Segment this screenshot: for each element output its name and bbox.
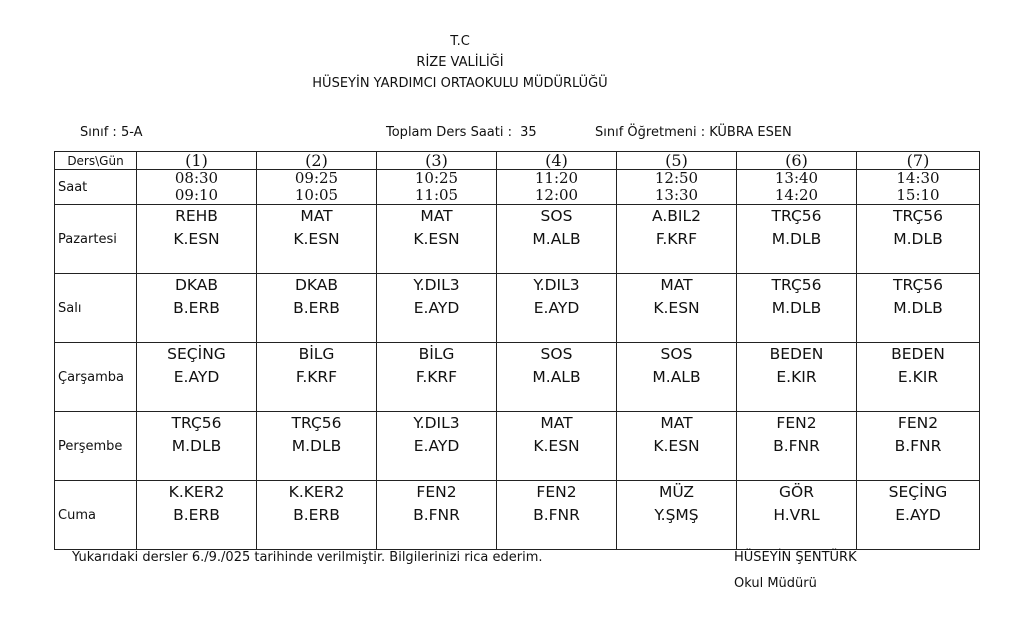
- lesson-cell: [617, 481, 737, 550]
- course-code: Y.DIL3: [533, 276, 580, 294]
- teacher-code: M.ALB: [532, 230, 581, 248]
- column-number: (5): [617, 152, 737, 170]
- end-time: 12:00: [534, 186, 579, 204]
- day-label: Çarşamba: [55, 343, 137, 412]
- start-time: 08:30: [174, 169, 219, 187]
- lesson-cell: [737, 205, 857, 274]
- principal-title: Okul Müdürü: [734, 576, 817, 591]
- teacher-code: E.KIR: [776, 368, 817, 386]
- teacher-code: B.FNR: [533, 506, 580, 524]
- course-code: TRÇ56: [291, 414, 342, 432]
- course-code: K.KER2: [168, 483, 225, 501]
- day-label: Pazartesi: [55, 205, 137, 274]
- end-time: 13:30: [654, 186, 699, 204]
- course-code: FEN2: [897, 414, 939, 432]
- class-label: Sınıf :: [80, 125, 117, 140]
- lesson-cell: [857, 274, 980, 343]
- lesson-cell: [737, 343, 857, 412]
- day-row: [55, 481, 980, 550]
- course-code: BİLG: [298, 345, 335, 363]
- course-code: TRÇ56: [892, 276, 943, 294]
- teacher-code: H.VRL: [773, 506, 820, 524]
- teacher-code: M.ALB: [532, 368, 581, 386]
- course-code: FEN2: [536, 483, 577, 501]
- course-code: TRÇ56: [771, 207, 822, 225]
- lesson-cell: [257, 274, 377, 343]
- course-code: MÜZ: [658, 483, 695, 501]
- lesson-cell: [857, 343, 980, 412]
- lesson-cell: [617, 343, 737, 412]
- column-number: (2): [257, 152, 377, 170]
- teacher-code: K.ESN: [293, 230, 340, 248]
- course-code: BEDEN: [769, 345, 824, 363]
- lesson-cell: [857, 481, 980, 550]
- start-time: 10:25: [414, 169, 459, 187]
- lesson-cell: [617, 274, 737, 343]
- course-code: TRÇ56: [892, 207, 943, 225]
- class-info: [80, 125, 143, 140]
- course-code: Y.DIL3: [413, 414, 460, 432]
- total-hours-info: [386, 125, 537, 140]
- lesson-cell: [137, 274, 257, 343]
- teacher-code: Y.ŞMŞ: [654, 506, 699, 524]
- lesson-cell: [377, 481, 497, 550]
- teacher-code: B.FNR: [894, 437, 942, 455]
- day-label: Salı: [55, 274, 137, 343]
- corner-label: Ders\Gün: [55, 152, 137, 170]
- header-line-governorship: RİZE VALİLİĞİ: [416, 55, 504, 70]
- course-code: TRÇ56: [771, 276, 822, 294]
- lesson-cell: [857, 412, 980, 481]
- column-number: (6): [737, 152, 857, 170]
- end-time: 11:05: [414, 186, 459, 204]
- lesson-cell: [377, 343, 497, 412]
- start-time: 09:25: [294, 169, 339, 187]
- lesson-cell: [377, 205, 497, 274]
- total-hours-label: Toplam Ders Saati :: [386, 125, 512, 140]
- column-number: (1): [137, 152, 257, 170]
- teacher-code: E.AYD: [173, 368, 220, 386]
- teacher-code: E.AYD: [413, 437, 460, 455]
- lesson-cell: [737, 481, 857, 550]
- total-hours-value: 35: [520, 125, 537, 140]
- teacher-code: M.DLB: [771, 299, 822, 317]
- day-label: Perşembe: [55, 412, 137, 481]
- lesson-cell: [137, 412, 257, 481]
- schedule-table: [54, 151, 980, 550]
- lesson-cell: [497, 412, 617, 481]
- column-number: (4): [497, 152, 617, 170]
- end-time: 10:05: [294, 186, 339, 204]
- teacher-code: B.FNR: [773, 437, 820, 455]
- lesson-cell: [497, 205, 617, 274]
- lesson-cell: [137, 205, 257, 274]
- course-code: Y.DIL3: [413, 276, 460, 294]
- teacher-code: M.DLB: [771, 230, 822, 248]
- course-code: SOS: [660, 345, 693, 363]
- column-number: (7): [857, 152, 980, 170]
- course-code: BİLG: [418, 345, 455, 363]
- day-rows: [55, 205, 980, 550]
- teacher-code: B.ERB: [293, 506, 340, 524]
- teacher-code: E.AYD: [533, 299, 580, 317]
- lesson-cell: [497, 274, 617, 343]
- course-code: DKAB: [174, 276, 219, 294]
- class-teacher-info: [595, 125, 792, 140]
- class-teacher-label: Sınıf Öğretmeni :: [595, 125, 706, 140]
- start-time: 13:40: [774, 169, 819, 187]
- course-code: K.KER2: [288, 483, 345, 501]
- time-cell: [497, 170, 617, 205]
- teacher-code: M.ALB: [652, 368, 701, 386]
- column-number-row: [55, 152, 980, 170]
- course-code: MAT: [300, 207, 333, 225]
- lesson-cell: [737, 412, 857, 481]
- class-value: 5-A: [120, 125, 143, 140]
- teacher-code: K.ESN: [653, 437, 700, 455]
- day-label: Cuma: [55, 481, 137, 550]
- teacher-code: M.DLB: [893, 299, 943, 317]
- lesson-cell: [377, 412, 497, 481]
- teacher-code: K.ESN: [413, 230, 460, 248]
- course-code: MAT: [660, 414, 693, 432]
- principal-name: HÜSEYİN ŞENTÜRK: [734, 550, 857, 565]
- lesson-cell: [257, 343, 377, 412]
- time-cell: [137, 170, 257, 205]
- course-code: FEN2: [776, 414, 817, 432]
- course-code: BEDEN: [891, 345, 945, 363]
- day-row: [55, 205, 980, 274]
- day-row: [55, 274, 980, 343]
- course-code: DKAB: [294, 276, 339, 294]
- lesson-cell: [617, 412, 737, 481]
- teacher-code: B.ERB: [173, 506, 220, 524]
- time-row: [55, 170, 980, 205]
- day-row: [55, 412, 980, 481]
- teacher-code: F.KRF: [655, 230, 698, 248]
- teacher-code: B.FNR: [413, 506, 460, 524]
- day-row: [55, 343, 980, 412]
- course-code: GÖR: [779, 483, 814, 501]
- course-code: FEN2: [416, 483, 457, 501]
- lesson-cell: [257, 412, 377, 481]
- course-code: SOS: [540, 207, 573, 225]
- lesson-cell: [497, 343, 617, 412]
- course-code: SEÇİNG: [888, 483, 948, 501]
- start-time: 12:50: [654, 169, 699, 187]
- course-code: MAT: [540, 414, 573, 432]
- teacher-code: M.DLB: [171, 437, 222, 455]
- end-time: 15:10: [896, 186, 940, 204]
- teacher-code: M.DLB: [893, 230, 943, 248]
- teacher-code: M.DLB: [291, 437, 342, 455]
- lesson-cell: [857, 205, 980, 274]
- course-code: SEÇİNG: [167, 345, 226, 363]
- teacher-code: K.ESN: [173, 230, 220, 248]
- course-code: SOS: [540, 345, 573, 363]
- time-cell: [857, 170, 980, 205]
- course-code: REHB: [175, 207, 218, 225]
- lesson-cell: [737, 274, 857, 343]
- lesson-cell: [377, 274, 497, 343]
- teacher-code: K.ESN: [533, 437, 580, 455]
- lesson-cell: [257, 205, 377, 274]
- start-time: 14:30: [896, 169, 940, 187]
- lesson-cell: [497, 481, 617, 550]
- course-code: A.BIL2: [652, 207, 701, 225]
- footer-note: Yukarıdaki dersler 6./9./025 tarihinde verilmiştir. Bilgilerinizi rica ederim.: [72, 550, 543, 565]
- lesson-cell: [137, 481, 257, 550]
- time-cell: [257, 170, 377, 205]
- time-cell: [737, 170, 857, 205]
- teacher-code: B.ERB: [293, 299, 340, 317]
- time-row-label: Saat: [55, 170, 137, 205]
- class-teacher-value: KÜBRA ESEN: [709, 125, 792, 140]
- header-line-school: HÜSEYİN YARDIMCI ORTAOKULU MÜDÜRLÜĞÜ: [312, 76, 608, 91]
- column-number: (3): [377, 152, 497, 170]
- teacher-code: F.KRF: [415, 368, 458, 386]
- teacher-code: K.ESN: [653, 299, 700, 317]
- lesson-cell: [137, 343, 257, 412]
- end-time: 14:20: [774, 186, 819, 204]
- course-code: MAT: [420, 207, 453, 225]
- teacher-code: F.KRF: [295, 368, 338, 386]
- teacher-code: E.AYD: [413, 299, 460, 317]
- time-cell: [617, 170, 737, 205]
- teacher-code: E.KIR: [897, 368, 939, 386]
- lesson-cell: [617, 205, 737, 274]
- teacher-code: E.AYD: [895, 506, 941, 524]
- end-time: 09:10: [174, 186, 219, 204]
- lesson-cell: [257, 481, 377, 550]
- header-line-tc: T.C: [450, 34, 470, 49]
- time-cell: [377, 170, 497, 205]
- teacher-code: B.ERB: [173, 299, 220, 317]
- start-time: 11:20: [534, 169, 579, 187]
- course-code: MAT: [660, 276, 693, 294]
- course-code: TRÇ56: [171, 414, 222, 432]
